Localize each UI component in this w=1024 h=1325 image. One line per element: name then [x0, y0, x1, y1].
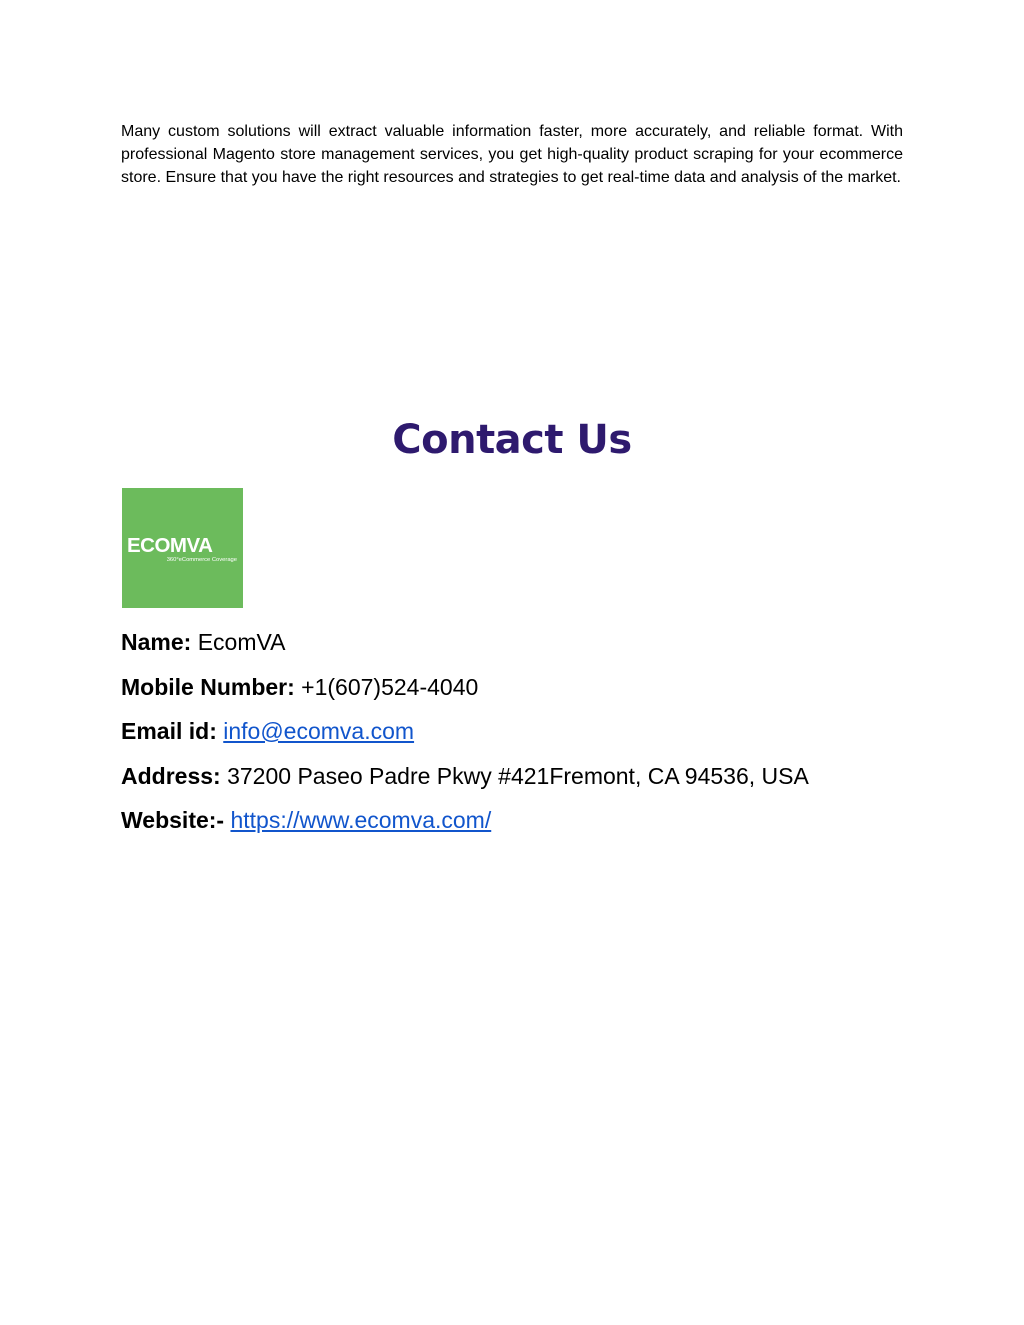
ecomva-logo: [122, 488, 243, 608]
contact-heading: Contact Us: [392, 417, 632, 463]
contact-address-row: [121, 754, 809, 799]
logo-wordmark: ECOMVA: [127, 534, 213, 557]
email-link[interactable]: info@ecomva.com: [223, 718, 415, 744]
contact-mobile-row: [121, 665, 809, 710]
contact-website-row: [121, 798, 809, 843]
name-label: Name:: [121, 629, 192, 655]
contact-details: [121, 620, 809, 843]
contact-email-row: [121, 709, 809, 754]
contact-name-row: [121, 620, 809, 665]
mobile-label: Mobile Number:: [121, 673, 295, 700]
website-label: Website:-: [121, 807, 225, 833]
mobile-value: +1(607)524-4040: [301, 673, 479, 700]
address-label: Address:: [121, 762, 221, 789]
email-label: Email id:: [121, 718, 217, 744]
intro-paragraph: Many custom solutions will extract valuable information faster, more accurately, and reliable format. With professional Magento store management services, you get high-quality product scraping for your ecommerce store. Ensure that you have the right resources and strategies to get real-time data and analysis of the market.: [121, 123, 903, 186]
name-value: EcomVA: [197, 629, 286, 655]
address-value: 37200 Paseo Padre Pkwy #421Fremont, CA 94536, USA: [227, 762, 809, 789]
website-link[interactable]: https://www.ecomva.com/: [230, 807, 492, 833]
logo-tagline: 360°eCommerce Coverage: [166, 557, 237, 563]
